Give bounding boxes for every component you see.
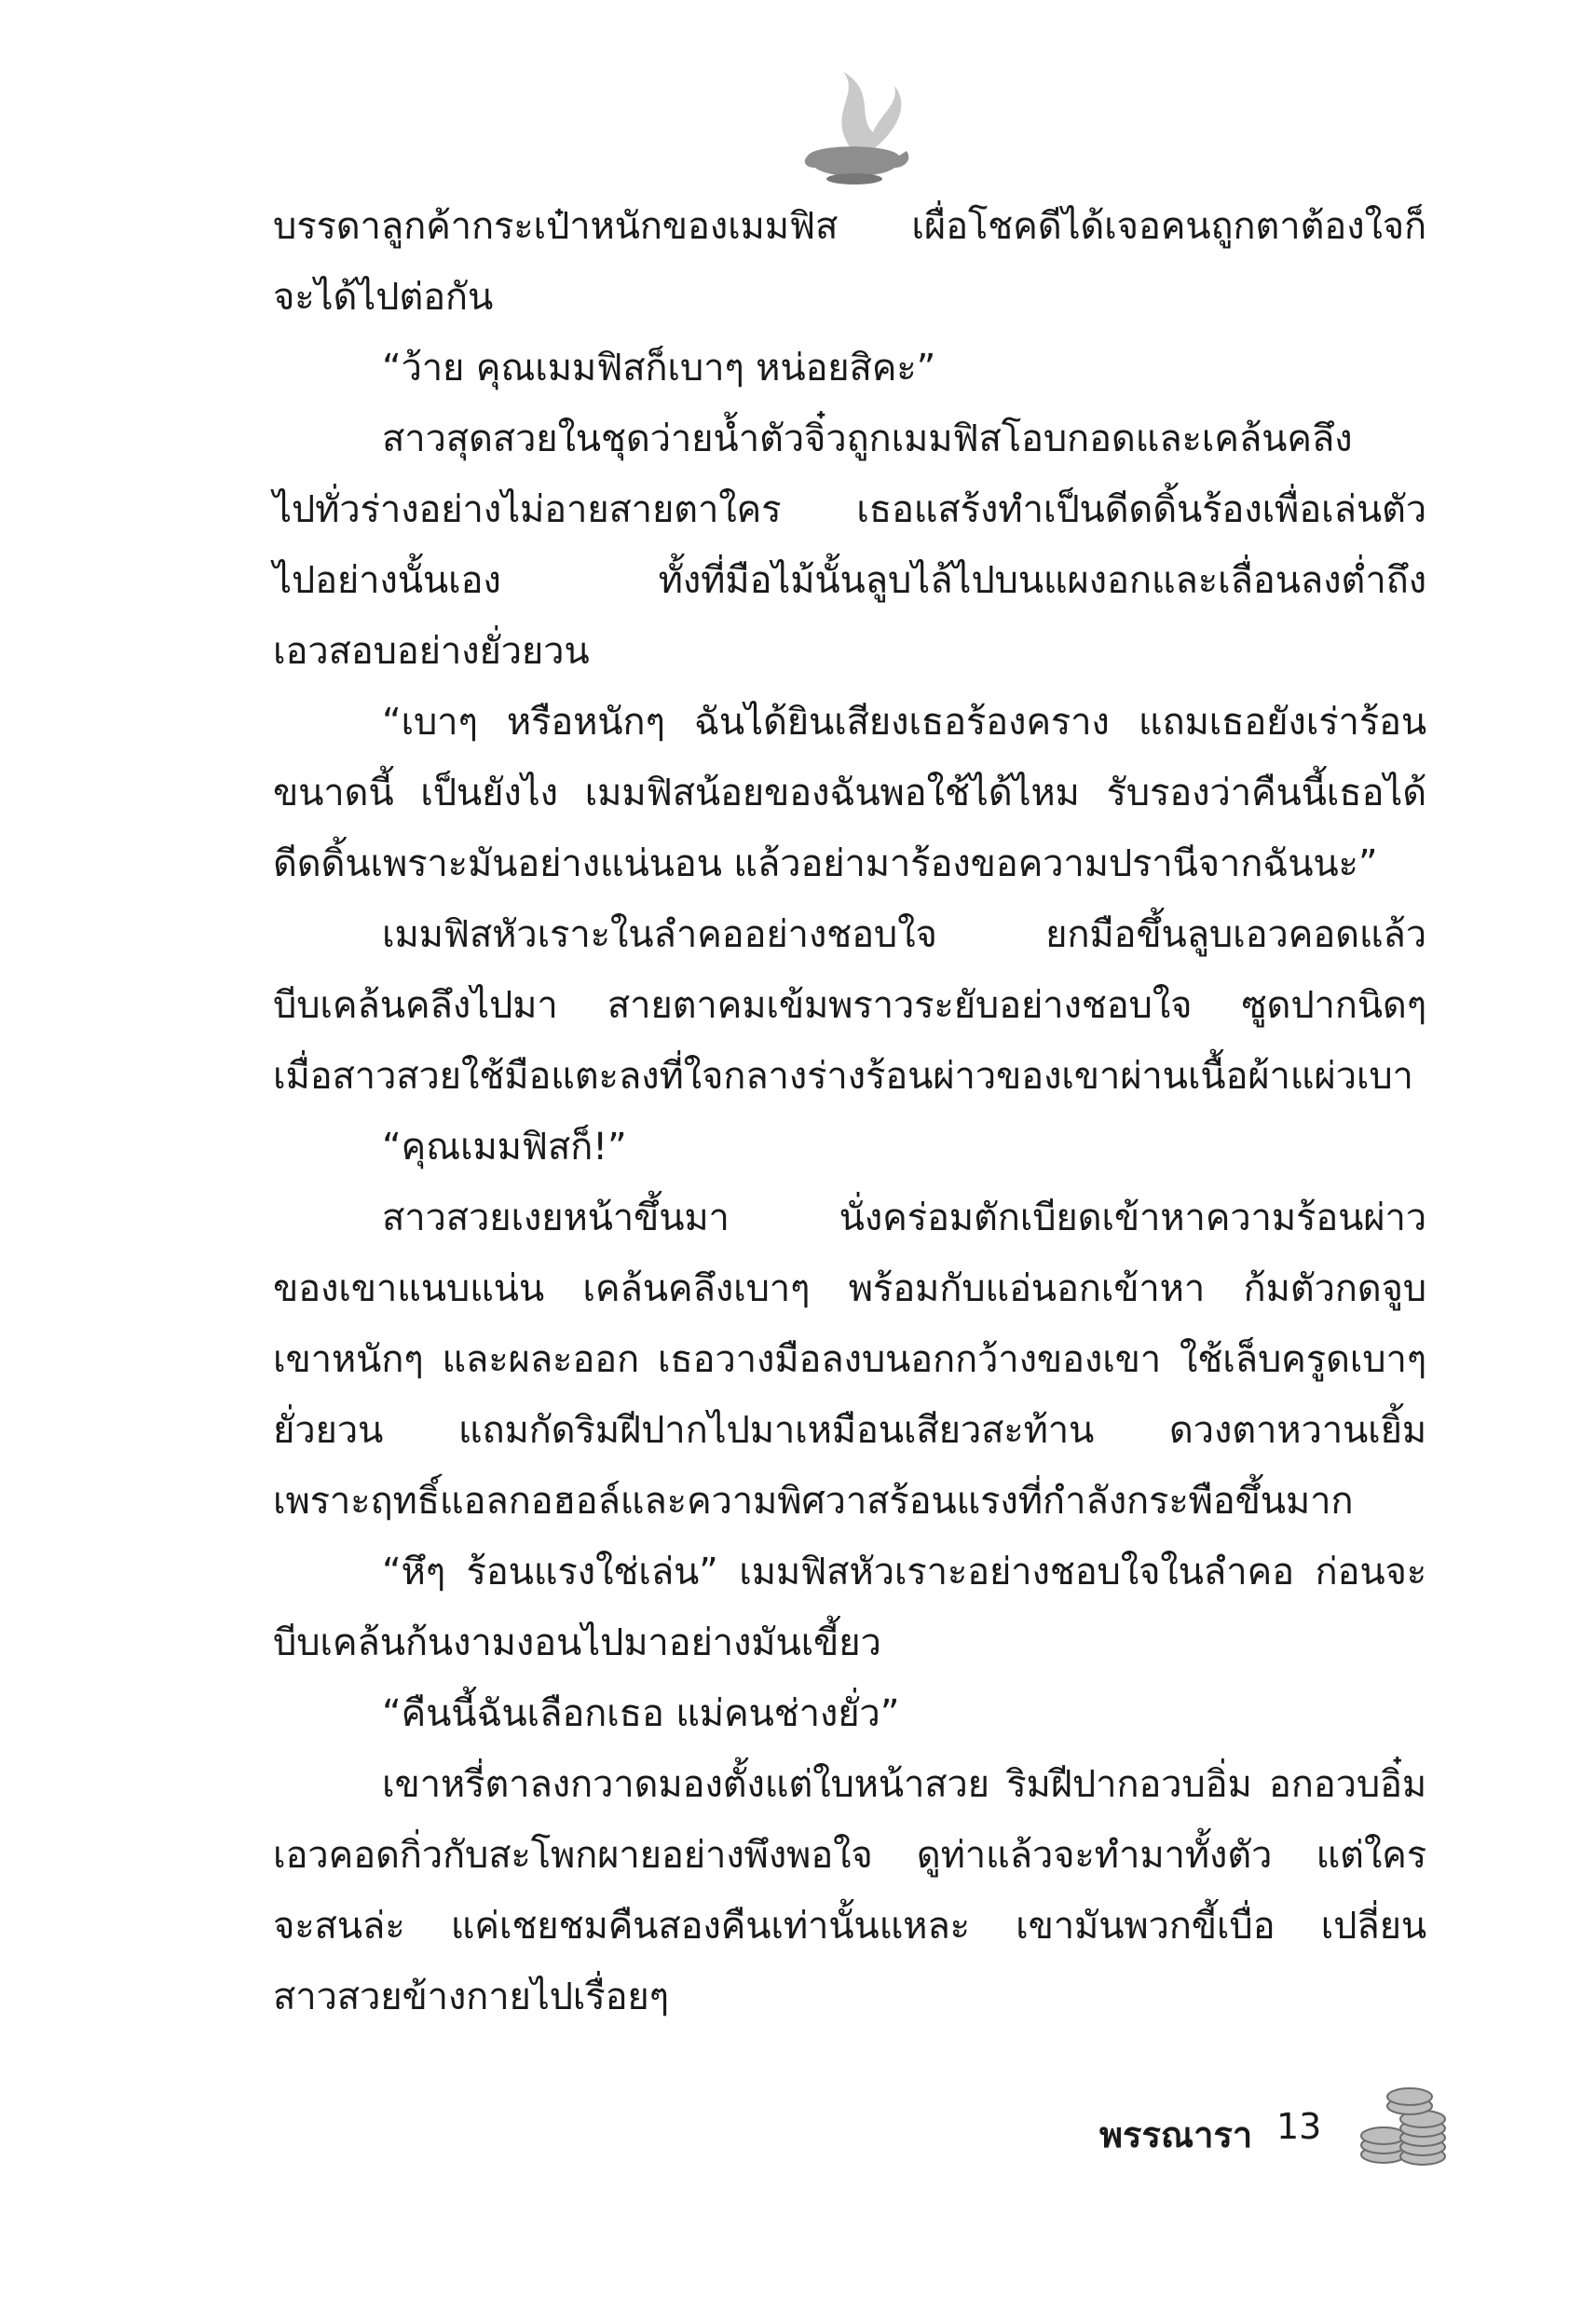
book-title: พรรณารา	[1099, 2114, 1253, 2155]
text-line: เขาหรี่ตาลงกวาดมองตั้งแต่ใบหน้าสวย ริมฝีปากอวบอิ่ม อกอวบอิ๋ม	[382, 1763, 1426, 1806]
text-line: เอวคอดกิ่วกับสะโพกผายอย่างพึงพอใจ ดูท่าแล้วจะทำมาทั้งตัว แต่ใคร	[273, 1834, 1426, 1877]
text-line: จะได้ไปต่อกัน	[273, 276, 494, 319]
text-line: “คุณเมมฟิสก็!”	[382, 1126, 627, 1169]
text-line: เมื่อสาวสวยใช้มือแตะลงที่ใจกลางร่างร้อนผ่าวของเขาผ่านเนื้อผ้าแผ่วเบา	[273, 1055, 1413, 1098]
text-line: บรรดาลูกค้ากระเป๋าหนักของเมมฟิส เผื่อโชคดีได้เจอคนถูกตาต้องใจก็	[273, 205, 1426, 248]
text-line: ของเขาแนบแน่น เคล้นคลึงเบาๆ พร้อมกับแอ่นอกเข้าหา ก้มตัวกดจูบ	[273, 1267, 1426, 1310]
text-line: บีบเคล้นคลึงไปมา สายตาคมเข้มพราวระยับอย่างชอบใจ ซูดปากนิดๆ	[273, 984, 1426, 1027]
page-number: 13	[1276, 2106, 1322, 2147]
text-line: “ว้าย คุณเมมฟิสก็เบาๆ หน่อยสิคะ”	[382, 347, 936, 390]
text-line: เพราะฤทธิ์แอลกอฮอล์และความพิศวาสร้อนแรงที่กำลังกระพือขึ้นมาก	[273, 1480, 1354, 1523]
text-line: ไปอย่างนั้นเอง ทั้งที่มือไม้นั้นลูบไล้ไปบนแผงอกและเลื่อนลงต่ำถึง	[273, 559, 1426, 602]
text-line: “เบาๆ หรือหนักๆ ฉันได้ยินเสียงเธอร้องคราง แถมเธอยังเร่าร้อน	[382, 701, 1426, 744]
body-text	[273, 191, 1426, 2032]
text-line: สาวสวยข้างกายไปเรื่อยๆ	[273, 1976, 669, 2018]
text-line: สาวสวยเงยหน้าขึ้นมา นั่งคร่อมตักเบียดเข้าหาความร้อนผ่าว	[382, 1197, 1426, 1239]
text-line: จะสนล่ะ แค่เชยชมคืนสองคืนเท่านั้นแหละ เขามันพวกขี้เบื่อ เปลี่ยน	[273, 1905, 1426, 1948]
text-line: เขาหนักๆ และผละออก เธอวางมือลงบนอกกว้างของเขา ใช้เล็บครูดเบาๆ	[273, 1338, 1426, 1381]
text-line: เอวสอบอย่างยั่วยวน	[273, 630, 590, 673]
text-line: ดีดดิ้นเพราะมันอย่างแน่นอน แล้วอย่ามาร้องขอความปรานีจากฉันนะ”	[273, 842, 1378, 885]
text-line: “หึๆ ร้อนแรงใช่เล่น” เมมฟิสหัวเราะอย่างชอบใจในลำคอ ก่อนจะ	[382, 1551, 1426, 1593]
text-line: “คืนนี้ฉันเลือกเธอ แม่คนช่างยั่ว”	[382, 1692, 900, 1735]
genie-lamp-icon	[787, 58, 918, 198]
text-line: สาวสุดสวยในชุดว่ายน้ำตัวจิ๋วถูกเมมฟิสโอบกอดและเคล้นคลึง	[382, 417, 1353, 460]
text-line: ยั่วยวน แถมกัดริมฝีปากไปมาเหมือนเสียวสะท้าน ดวงตาหวานเยิ้ม	[273, 1409, 1426, 1452]
text-line: เมมฟิสหัวเราะในลำคออย่างชอบใจ ยกมือขึ้นลูบเอวคอดแล้ว	[382, 913, 1426, 956]
text-line: ไปทั่วร่างอย่างไม่อายสายตาใคร เธอแสร้งทำเป็นดีดดิ้นร้องเพื่อเล่นตัว	[273, 488, 1426, 531]
text-line: ขนาดนี้ เป็นยังไง เมมฟิสน้อยของฉันพอใช้ได้ไหม รับรองว่าคืนนี้เธอได้	[273, 772, 1426, 814]
text-line: บีบเคล้นก้นงามงอนไปมาอย่างมันเขี้ยว	[273, 1621, 881, 1664]
poker-chips-icon	[1356, 2078, 1458, 2171]
